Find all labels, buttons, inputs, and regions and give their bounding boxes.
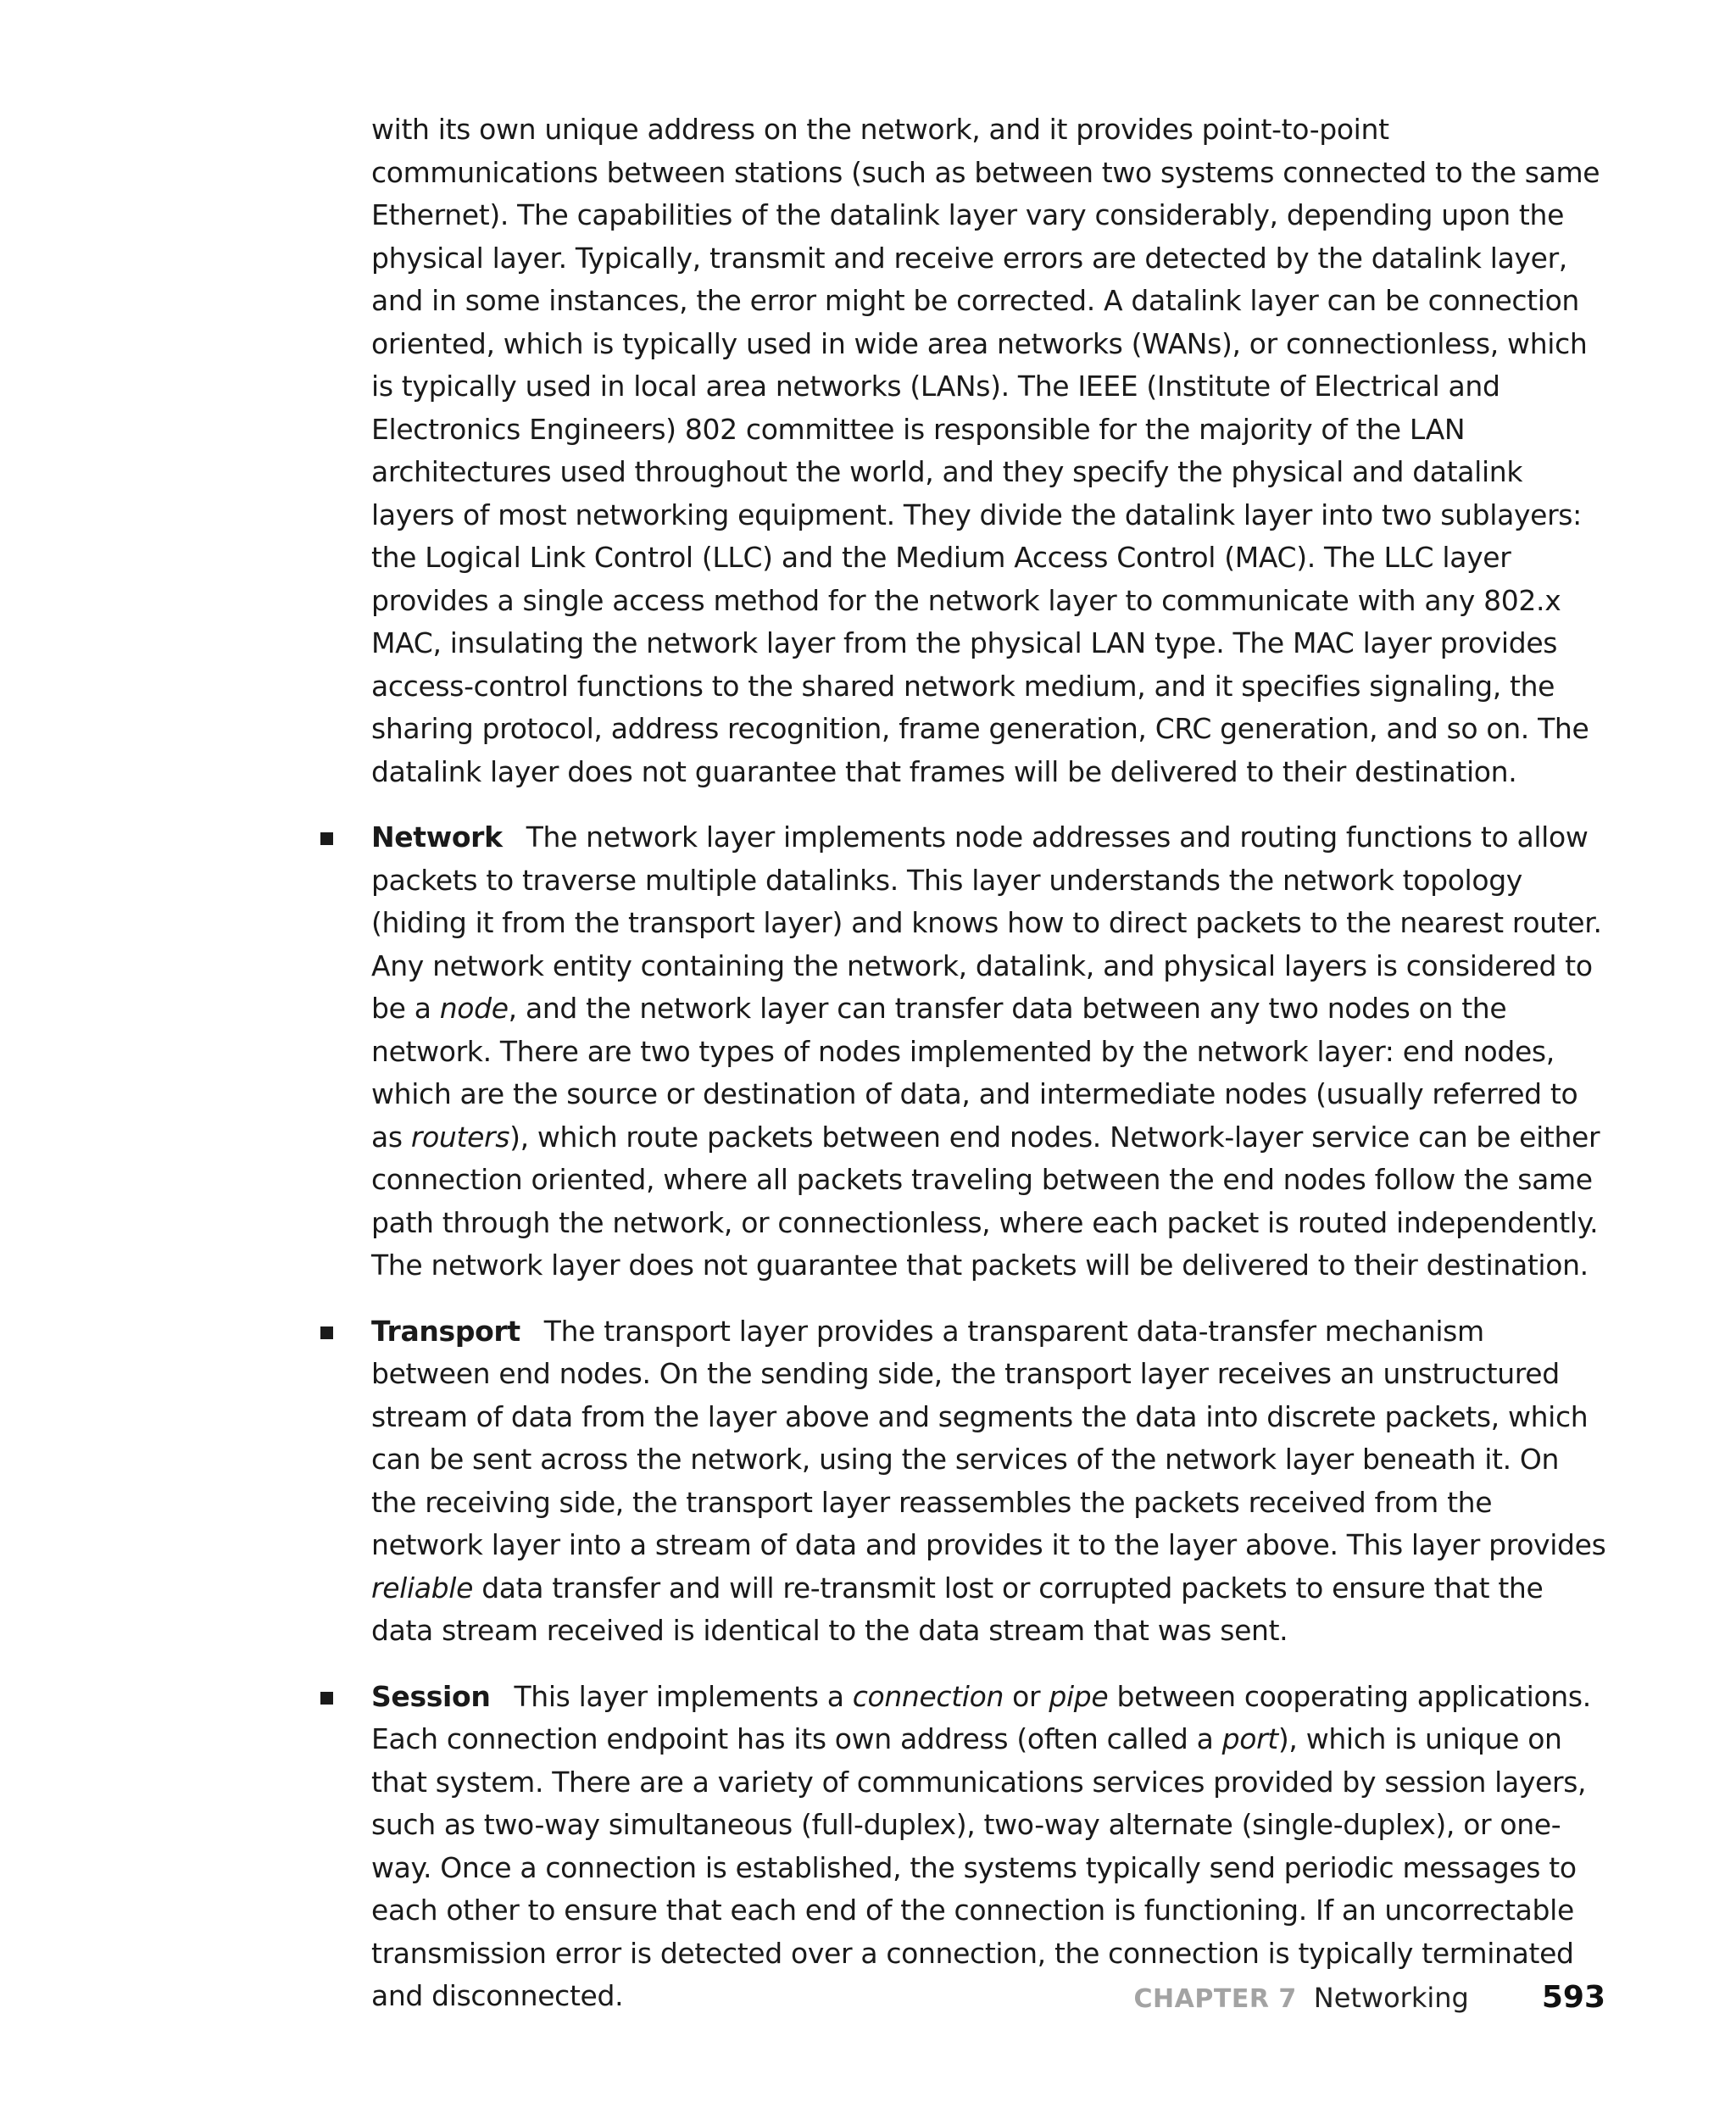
session-emphasis-pipe: pipe <box>1049 1679 1109 1713</box>
network-emphasis-node: node <box>439 992 509 1025</box>
session-text-4: ), which is unique on that system. There are a variety of communications services provided by session layers, such as two-way simultaneous (full-duplex), two-way alternate (single-duplex), or one-way. Once a connection is established, the systems typically send periodic messages to each other to ensure that each end of the connection is functioning. If an uncorrectable transmission error is detected over a connection, the connection is typically terminated and disconnected. <box>371 1722 1587 2012</box>
transport-term: Transport <box>371 1314 520 1348</box>
session-emphasis-port: port <box>1221 1722 1278 1755</box>
network-text-2: , and the network layer can transfer data between any two nodes on the network. There are two types of nodes implemented by the network layer: end nodes, which are the source or destination of data, and intermediate nodes (usually referred to as <box>371 992 1578 1154</box>
session-text-1: This layer implements a <box>514 1679 853 1713</box>
list-item-network <box>371 816 1611 1288</box>
transport-paragraph <box>371 1310 1611 1653</box>
square-bullet-icon <box>320 832 333 845</box>
session-term: Session <box>371 1679 491 1713</box>
transport-text-2: data transfer and will re-transmit lost or corrupted packets to ensure that the data stream received is identical to the data stream that was sent. <box>371 1571 1544 1647</box>
intro-paragraph: with its own unique address on the network, and it provides point-to-point communications between stations (such as between two systems connected to the same Ethernet). The capabilities of the datalink layer vary considerably, depending upon the physical layer. Typically, transmit and receive errors are detected by the datalink layer, and in some instances, the error might be corrected. A datalink layer can be connection oriented, which is typically used in wide area networks (WANs), or connectionless, which is typically used in local area networks (LANs). The IEEE (Institute of Electrical and Electronics Engineers) 802 committee is responsible for the majority of the LAN architectures used throughout the world, and they specify the physical and datalink layers of most networking equipment. They divide the datalink layer into two sublayers: the Logical Link Control (LLC) and the Medium Access Control (MAC). The LLC layer provides a single access method for the network layer to communicate with any 802.x MAC, insulating the network layer from the physical LAN type. The MAC layer provides access-control functions to the shared network medium, and it specifies signaling, the sharing protocol, address recognition, frame generation, CRC generation, and so on. The datalink layer does not guarantee that frames will be delivered to their destination. <box>371 113 1600 788</box>
network-paragraph <box>371 816 1611 1288</box>
chapter-label: CHAPTER 7 <box>1133 1984 1297 2014</box>
page-footer <box>1134 1977 1605 2021</box>
session-text-2: or <box>1004 1679 1049 1713</box>
list-item-transport <box>371 1310 1611 1653</box>
square-bullet-icon <box>320 1326 333 1339</box>
list-item-session <box>371 1676 1611 2018</box>
network-emphasis-routers: routers <box>410 1120 510 1154</box>
session-text-3: between cooperating applications. Each connection endpoint has its own address (often called a <box>371 1679 1591 1755</box>
transport-emphasis-reliable: reliable <box>371 1571 474 1605</box>
session-emphasis-connection: connection <box>852 1679 1004 1713</box>
network-text-3: ), which route packets between end nodes. Network-layer service can be either connection oriented, where all packets traveling between the end nodes follow the same path through the network, or connectionless, where each packet is routed independently. The network layer does not guarantee that packets will be delivered to their destination. <box>371 1120 1600 1282</box>
square-bullet-icon <box>320 1692 333 1705</box>
transport-text-1: The transport layer provides a transparent data-transfer mechanism between end nodes. On the sending side, the transport layer receives an unstructured stream of data from the layer above and segments the data into discrete packets, which can be sent across the network, using the services of the network layer beneath it. On the receiving side, the transport layer reassembles the packets received from the network layer into a stream of data and provides it to the layer above. This layer provides <box>371 1314 1606 1561</box>
network-text-1: The network layer implements node addresses and routing functions to allow packets to traverse multiple datalinks. This layer understands the network topology (hiding it from the transport layer) and knows how to direct packets to the nearest router. Any network entity containing the network, datalink, and physical layers is considered to be a <box>371 820 1602 1025</box>
page-body <box>371 108 1611 2018</box>
network-term: Network <box>371 820 503 854</box>
page-number: 593 <box>1541 1980 1605 2015</box>
session-paragraph <box>371 1676 1611 2018</box>
chapter-title: Networking <box>1313 1982 1469 2014</box>
